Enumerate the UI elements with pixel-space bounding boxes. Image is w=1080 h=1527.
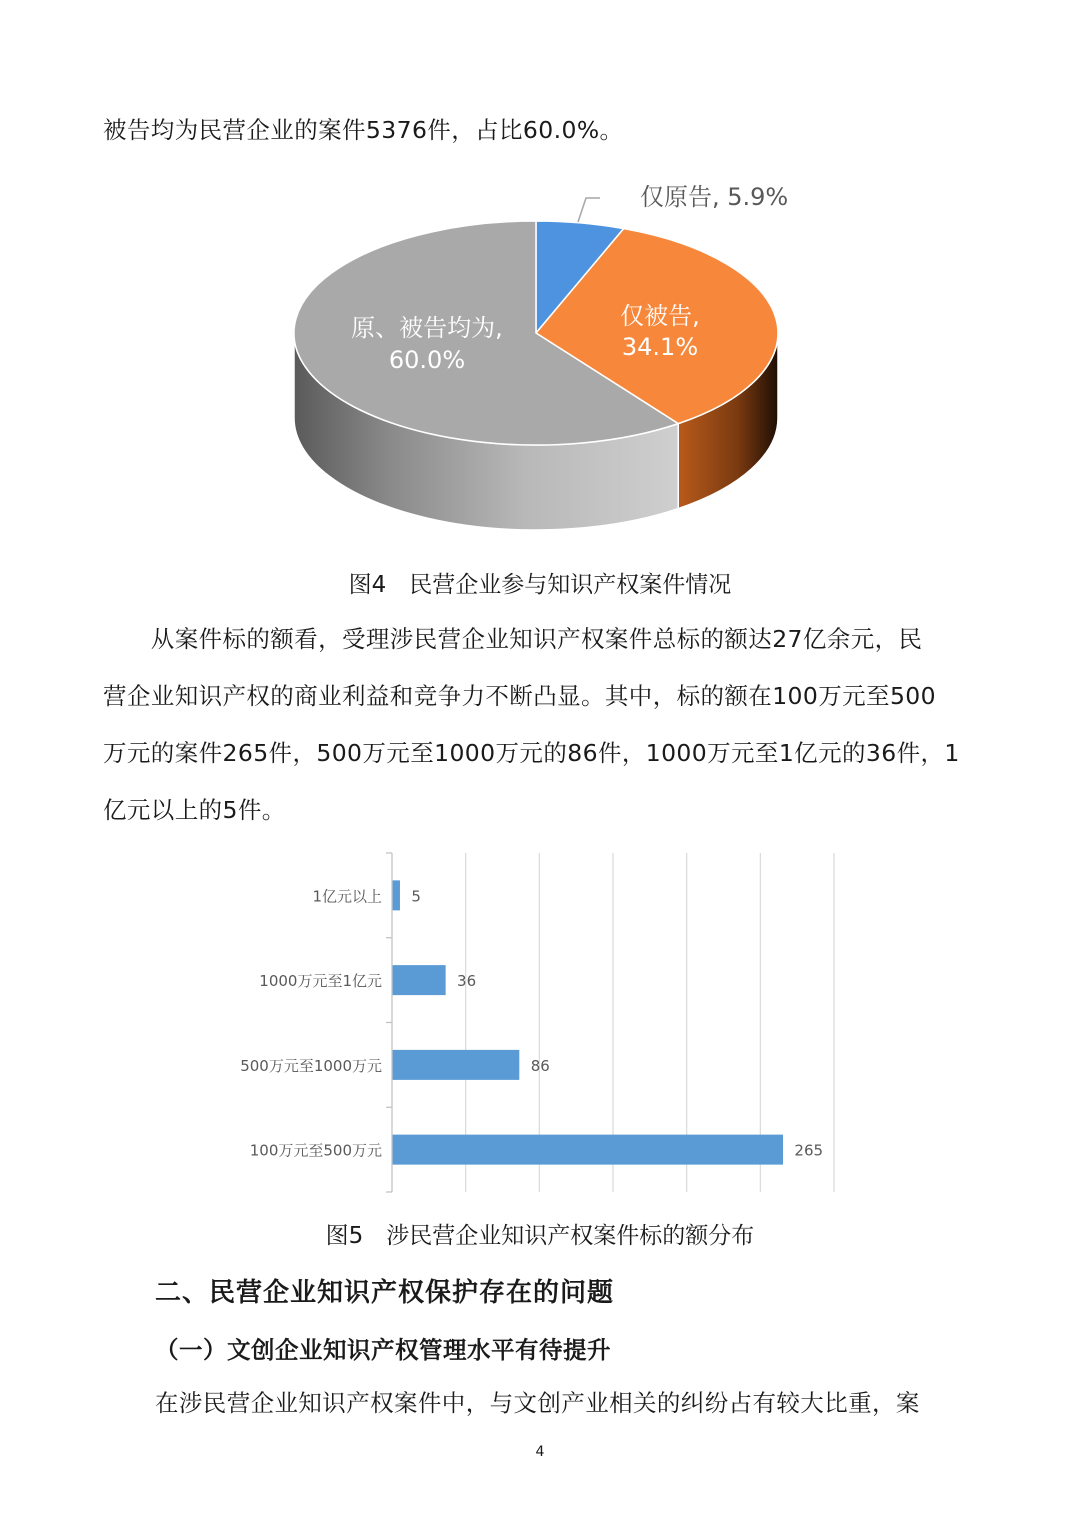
figure5-caption: 图5 涉民营企业知识产权案件标的额分布 xyxy=(325,1223,755,1249)
figure4-caption: 图4 民营企业参与知识产权案件情况 xyxy=(348,572,732,598)
bar xyxy=(393,1135,783,1165)
category-label: 1000万元至1亿元 xyxy=(259,972,382,991)
section-heading: 二、民营企业知识产权保护存在的问题 xyxy=(155,1278,615,1308)
section2-paragraph: 在涉民营企业知识产权案件中，与文创产业相关的纠纷占有较大比重，案 xyxy=(155,1389,920,1417)
bar-value-label: 265 xyxy=(794,1141,824,1160)
pie-chart xyxy=(270,175,830,545)
slice-label-both-value: 60.0% xyxy=(388,346,466,374)
intro-paragraph: 被告均为民营企业的案件5376件，占比60.0%。 xyxy=(103,116,624,144)
para2-line2: 营企业知识产权的商业利益和竞争力不断凸显。其中，标的额在100万元至500 xyxy=(103,682,937,710)
slice-label-defendant-only-value: 34.1% xyxy=(621,333,699,361)
category-label: 100万元至500万元 xyxy=(249,1141,382,1160)
category-label: 1亿元以上 xyxy=(312,887,382,906)
bar xyxy=(393,965,446,995)
bar-value-label: 5 xyxy=(411,887,421,906)
bar xyxy=(393,1050,520,1080)
bar-chart xyxy=(220,845,860,1205)
category-label: 500万元至1000万元 xyxy=(240,1056,382,1075)
subsection-heading: （一）文创企业知识产权管理水平有待提升 xyxy=(155,1336,611,1364)
slice-label-both-name: 原、被告均为, xyxy=(351,314,503,342)
bar-value-label: 86 xyxy=(530,1056,550,1075)
slice-label-plaintiff-only: 仅原告, 5.9% xyxy=(640,183,789,211)
para2-line3: 万元的案件265件，500万元至1000万元的86件，1000万元至1亿元的36件，1 xyxy=(103,739,960,767)
para2-line4: 亿元以上的5件。 xyxy=(103,796,286,824)
bar xyxy=(393,880,400,910)
bar-value-label: 36 xyxy=(457,972,477,991)
page-number: 4 xyxy=(535,1444,545,1460)
slice-label-defendant-only-name: 仅被告, xyxy=(620,302,700,330)
leader-line xyxy=(578,198,600,222)
para2-line1: 从案件标的额看，受理涉民营企业知识产权案件总标的额达27亿余元，民 xyxy=(103,625,923,653)
